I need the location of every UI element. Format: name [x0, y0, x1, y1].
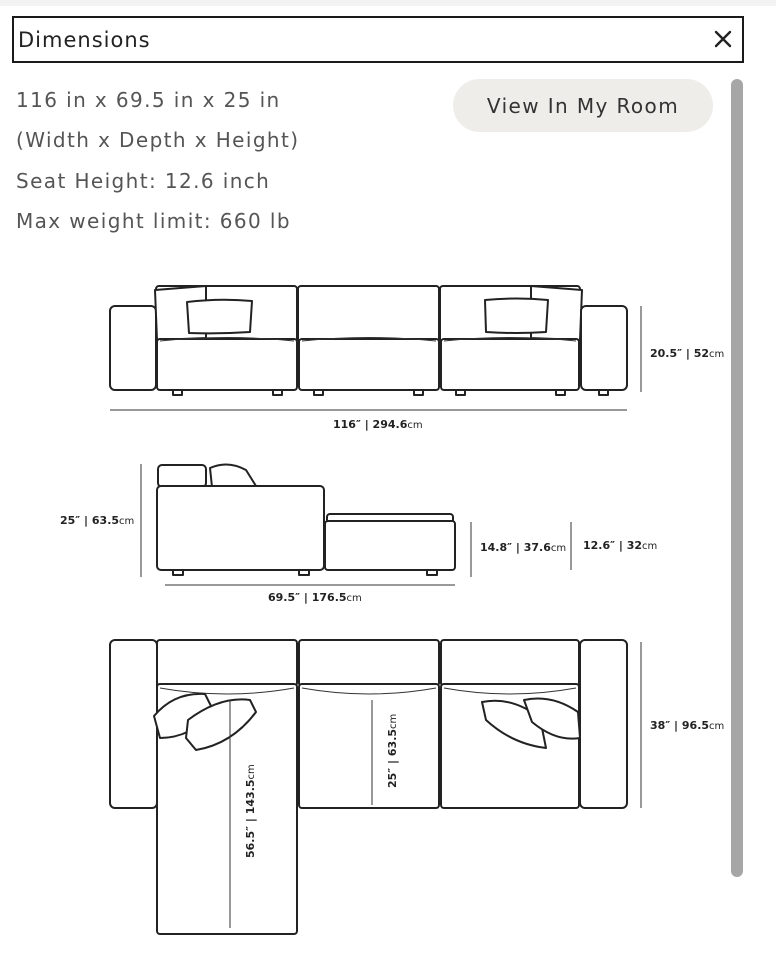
top-view [110, 640, 724, 934]
spec-seat-height: Seat Height: 12.6 inch [16, 169, 271, 193]
side-view [60, 464, 657, 604]
spec-weight-limit: Max weight limit: 660 lb [16, 209, 291, 233]
front-view [110, 286, 724, 431]
top-seat-depth-label: 25″ | 63.5cm [386, 713, 399, 788]
side-chaise-height-label: 14.8″ | 37.6cm [480, 541, 567, 554]
spec-overall-dimensions: 116 in x 69.5 in x 25 in [16, 88, 281, 112]
top-chaise-length-label: 56.5″ | 143.5cm [244, 764, 257, 858]
front-height-label: 20.5″ | 52cm [650, 347, 725, 360]
side-back-height-label: 25″ | 63.5cm [60, 514, 135, 527]
side-seat-height-label: 12.6″ | 32cm [583, 539, 658, 552]
dimensions-title: Dimensions [18, 28, 151, 52]
view-in-my-room-button[interactable]: View In My Room [453, 79, 713, 132]
front-width-label: 116″ | 294.6cm [333, 418, 423, 431]
side-depth-label: 69.5″ | 176.5cm [268, 591, 362, 604]
top-overall-depth-label: 38″ | 96.5cm [650, 719, 725, 732]
spec-dimension-order: (Width x Depth x Height) [16, 128, 300, 152]
